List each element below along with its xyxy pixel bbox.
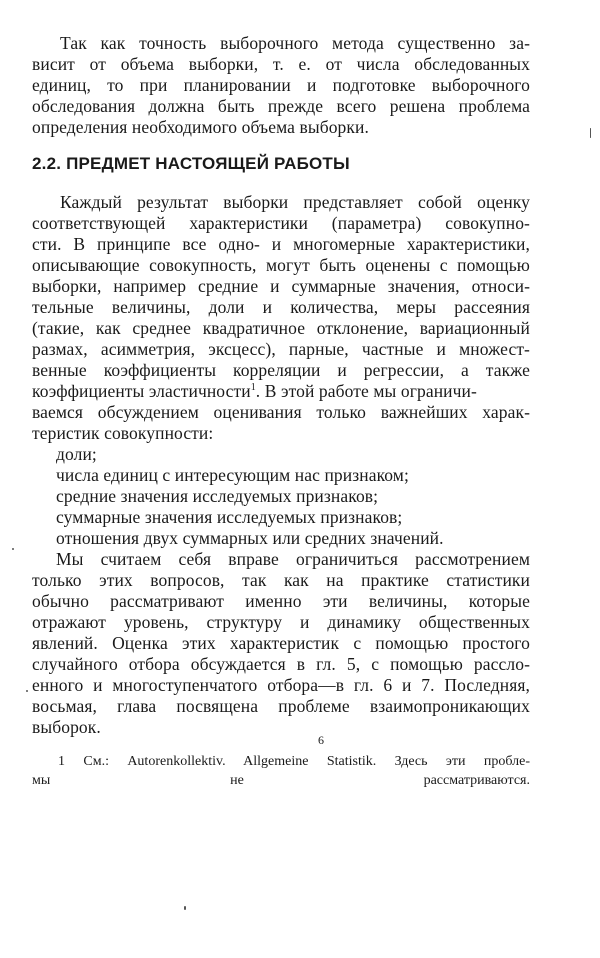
text-line: Так как точность выборочного метода существенно за-: [60, 33, 530, 53]
text-span: . В этой работе мы ограничи-: [255, 381, 477, 401]
footnote-text: См.: Autorenkollektiv. Allgemeine Statistik. Здесь эти пробле-: [83, 754, 531, 769]
text-line: только этих вопросов, так как на практике статистики: [32, 570, 530, 590]
list-item: числа единиц с интересующим нас признаком;: [56, 465, 409, 485]
text-line: венные коэффициенты корреляции и регрессии, а также: [32, 360, 530, 380]
scan-speck: [12, 548, 14, 550]
text-line: [32, 381, 530, 401]
scan-speck: [26, 690, 28, 692]
list-item: отношения двух суммарных или средних значений.: [56, 528, 444, 548]
text-line: обследования должна быть прежде всего решена проблема: [32, 96, 530, 116]
page-number: 6: [318, 733, 324, 747]
scan-speck: [590, 128, 591, 138]
list-item: доли;: [56, 444, 97, 464]
text-line: теристик совокупности:: [32, 423, 214, 443]
text-line: случайного отбора обсуждается в гл. 5, с помощью рассло-: [32, 654, 530, 674]
section-heading: 2.2. ПРЕДМЕТ НАСТОЯЩЕЙ РАБОТЫ: [32, 154, 350, 173]
text-line: описывающие совокупность, могут быть оценены с помощью: [32, 255, 530, 275]
footnote-mark: 1: [58, 754, 65, 769]
text-line: Мы считаем себя вправе ограничиться рассмотрением: [56, 549, 530, 569]
text-line: определения необходимого объема выборки.: [32, 117, 369, 137]
text-line: сти. В принципе все одно- и многомерные характеристики,: [32, 234, 530, 254]
text-line: енного и многоступенчатого отбора—в гл. 6 и 7. Последняя,: [32, 675, 530, 695]
text-line: ваемся обсуждением оценивания только важнейших харак-: [32, 402, 530, 422]
text-line: обычно рассматривают именно эти величины, которые: [32, 591, 530, 611]
text-line: (такие, как среднее квадратичное отклонение, вариационный: [32, 318, 530, 338]
list-item: суммарные значения исследуемых признаков;: [56, 507, 403, 527]
text-span: коэффициенты эластичности: [32, 381, 251, 401]
scan-speck: [184, 906, 186, 910]
text-line: Каждый результат выборки представляет собой оценку: [60, 192, 530, 212]
text-line: размах, асимметрия, эксцесс), парные, частные и множест-: [32, 339, 530, 359]
text-line: тельные величины, доли и количества, меры рассеяния: [32, 297, 530, 317]
text-line: висит от объема выборки, т. е. от числа обследованных: [32, 54, 530, 74]
text-line: выборки, например средние и суммарные значения, относи-: [32, 276, 530, 296]
text-line: восьмая, глава посвящена проблеме взаимопроникающих: [32, 696, 530, 716]
footnote-line: [32, 753, 530, 770]
footnote-reference[interactable]: 1: [250, 382, 256, 394]
text-line: явлений. Оценка этих характеристик с помощью простого: [32, 633, 530, 653]
text-line: единиц, то при планировании и подготовке выборочного: [32, 75, 530, 95]
text-line: соответствующей характеристики (параметра) совокупно-: [32, 213, 530, 233]
text-line: отражают уровень, структуру и динамику общественных: [32, 612, 530, 632]
text-line: выборок.: [32, 717, 101, 737]
list-item: средние значения исследуемых признаков;: [56, 486, 379, 506]
footnote-line: мы не рассматриваются.: [32, 773, 530, 788]
